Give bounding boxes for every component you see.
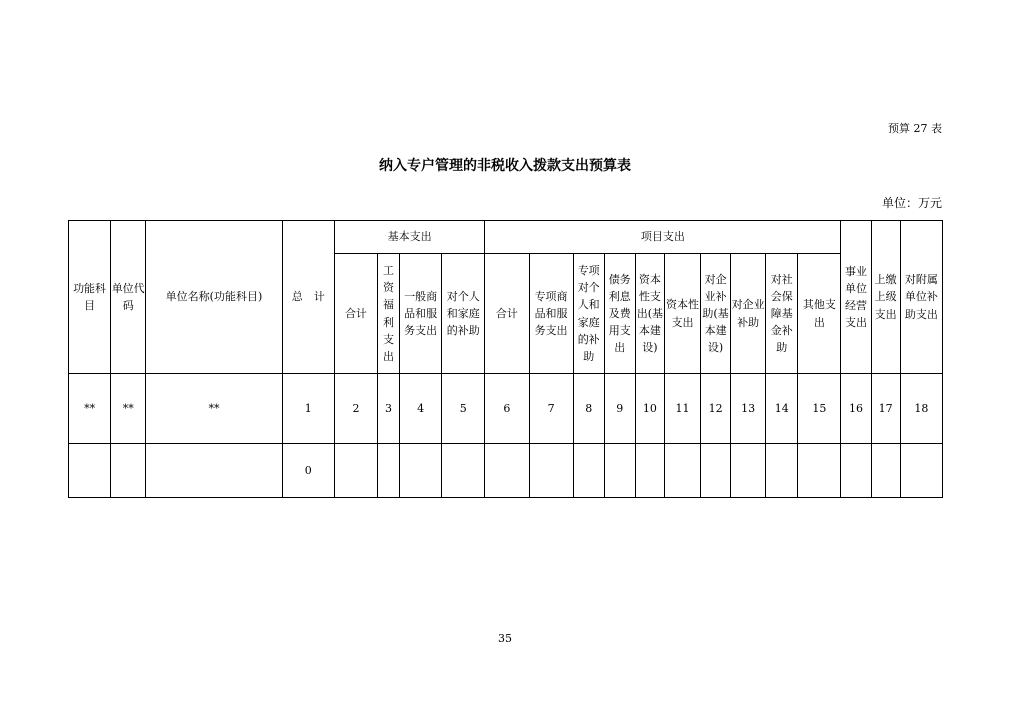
header-capital: 资本性支出 bbox=[664, 254, 700, 374]
header-basic-group: 基本支出 bbox=[334, 221, 484, 254]
code-cell: 5 bbox=[442, 374, 485, 444]
header-capital-build: 资本性支出(基本建设) bbox=[635, 254, 664, 374]
code-cell: 13 bbox=[731, 374, 766, 444]
data-cell bbox=[146, 444, 282, 498]
data-cell bbox=[871, 444, 900, 498]
code-cell: 16 bbox=[841, 374, 871, 444]
data-cell bbox=[529, 444, 573, 498]
code-cell: 4 bbox=[400, 374, 442, 444]
header-project-total: 合计 bbox=[485, 254, 529, 374]
code-cell: 8 bbox=[573, 374, 604, 444]
header-enterprise-build: 对企业补助(基本建设) bbox=[701, 254, 731, 374]
header-upper-payment: 上缴上级支出 bbox=[871, 221, 900, 374]
data-cell: 0 bbox=[282, 444, 334, 498]
header-affiliated-subsidy: 对附属单位补助支出 bbox=[900, 221, 942, 374]
code-cell: 3 bbox=[378, 374, 400, 444]
header-unit-name: 单位名称(功能科目) bbox=[146, 221, 282, 374]
header-func-subject: 功能科目 bbox=[69, 221, 111, 374]
data-cell bbox=[111, 444, 146, 498]
header-other: 其他支出 bbox=[798, 254, 841, 374]
data-cell bbox=[334, 444, 377, 498]
page-title: 纳入专户管理的非税收入拨款支出预算表 bbox=[379, 158, 631, 174]
code-cell: 2 bbox=[334, 374, 377, 444]
header-unit-code: 单位代码 bbox=[111, 221, 146, 374]
header-social-security: 对社会保障基金补助 bbox=[766, 254, 798, 374]
header-project-group: 项目支出 bbox=[485, 221, 841, 254]
data-cell bbox=[701, 444, 731, 498]
data-cell bbox=[442, 444, 485, 498]
code-cell: 11 bbox=[664, 374, 700, 444]
code-cell: 14 bbox=[766, 374, 798, 444]
data-cell bbox=[798, 444, 841, 498]
code-cell: 1 bbox=[282, 374, 334, 444]
code-cell: 7 bbox=[529, 374, 573, 444]
unit-label: 单位：万元 bbox=[881, 196, 942, 210]
code-cell: 10 bbox=[635, 374, 664, 444]
data-cell bbox=[485, 444, 529, 498]
header-goods-services: 一般商品和服务支出 bbox=[400, 254, 442, 374]
data-cell bbox=[731, 444, 766, 498]
header-debt-interest: 债务利息及费用支出 bbox=[604, 254, 635, 374]
code-cell: ** bbox=[146, 374, 282, 444]
header-personal-subsidy: 对个人和家庭的补助 bbox=[442, 254, 485, 374]
header-salary-welfare: 工资福利支出 bbox=[378, 254, 400, 374]
form-number: 预算 27 表 bbox=[888, 122, 942, 135]
budget-table bbox=[68, 220, 943, 498]
header-special-goods: 专项商品和服务支出 bbox=[529, 254, 573, 374]
data-cell bbox=[400, 444, 442, 498]
code-cell: 15 bbox=[798, 374, 841, 444]
code-cell: 17 bbox=[871, 374, 900, 444]
header-basic-total: 合计 bbox=[334, 254, 377, 374]
code-cell: ** bbox=[69, 374, 111, 444]
data-row bbox=[69, 444, 943, 498]
header-total: 总 计 bbox=[282, 221, 334, 374]
page-number: 35 bbox=[498, 632, 512, 645]
code-cell: 18 bbox=[900, 374, 942, 444]
code-cell: 12 bbox=[701, 374, 731, 444]
data-cell bbox=[900, 444, 942, 498]
header-special-personal: 专项对个人和家庭的补助 bbox=[573, 254, 604, 374]
data-cell bbox=[604, 444, 635, 498]
code-row bbox=[69, 374, 943, 444]
code-cell: 6 bbox=[485, 374, 529, 444]
code-cell: 9 bbox=[604, 374, 635, 444]
data-cell bbox=[378, 444, 400, 498]
data-cell bbox=[841, 444, 871, 498]
data-cell bbox=[69, 444, 111, 498]
data-cell bbox=[664, 444, 700, 498]
header-business-expense: 事业单位经营支出 bbox=[841, 221, 871, 374]
data-cell bbox=[573, 444, 604, 498]
data-cell bbox=[766, 444, 798, 498]
data-cell bbox=[635, 444, 664, 498]
header-enterprise: 对企业补助 bbox=[731, 254, 766, 374]
code-cell: ** bbox=[111, 374, 146, 444]
